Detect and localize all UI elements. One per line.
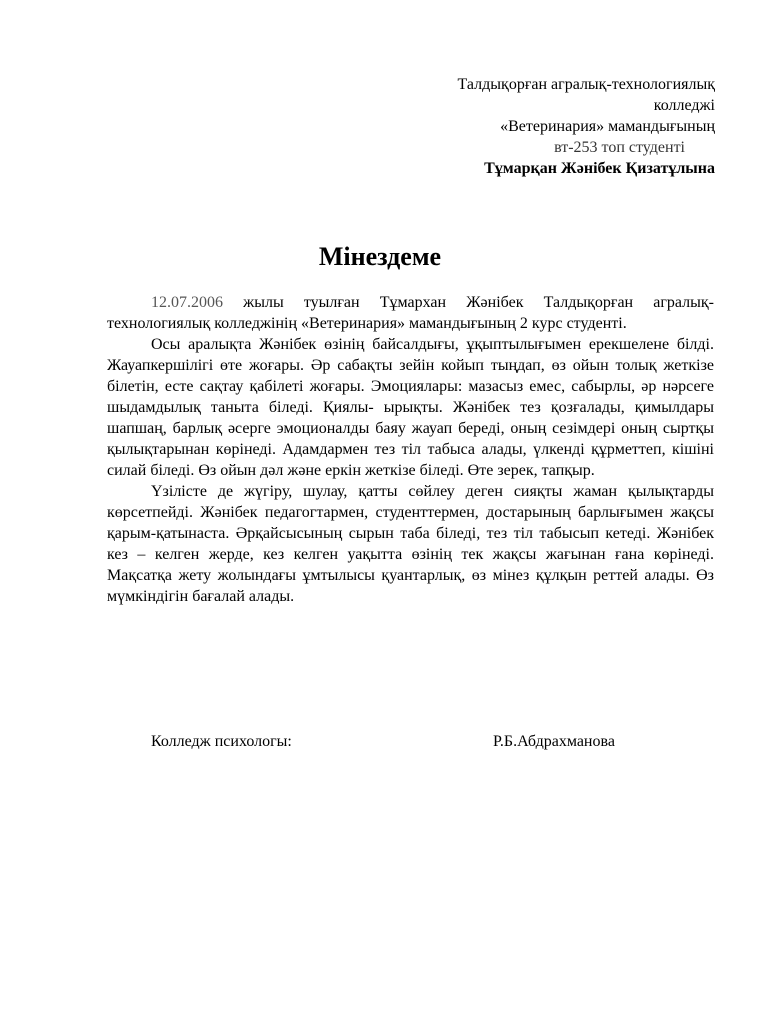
header-college-line1: Талдықорған агралық-технологиялық bbox=[457, 76, 715, 93]
signer-name: Р.Б.Абдрахманова bbox=[493, 733, 615, 750]
header-college-line2: колледжі bbox=[653, 97, 715, 114]
body-paragraph-1-text: жылы туылған Тұмархан Жәнібек Талдықорған агралық-технологиялық колледжінің «Ветеринария» мамандығының 2 курс студенті. bbox=[107, 294, 714, 332]
document-title: Мінездеме bbox=[318, 242, 442, 271]
body-paragraph-1 bbox=[107, 292, 714, 334]
body-paragraph-2: Осы аралықта Жәнібек өзінің байсалдығы, ұқыптылығымен ерекшелене білді. Жауапкершілігі өте жоғары. Әр сабақты зейін койып тыңдап, өз ойын толық жеткізе білетін, есте сақтау қабілеті жоғары. Эмоциялары: мазасыз емес, сабырлы, әр нәрсеге шыдамдылық таныта біледі. Қиялы- ырықты. Жәнібек тез қозғалады, қимылдары шапшаң, барлық әсерге эмоционалды баяу жауап береді, оның сезімдері оның сыртқы қылықтарынан көрінеді. Адамдармен тез тіл табыса алады, үлкенді құрметтеп, кішіні силай біледі. Өз ойын дәл және еркін жеткізе біледі. Өте зерек, тапқыр. bbox=[107, 336, 714, 479]
document-body bbox=[107, 292, 714, 607]
recipient-header bbox=[255, 74, 715, 179]
header-student-name: Тұмарқан Жәнібек Қизатұлына bbox=[484, 160, 715, 177]
signer-role: Колледж психологы: bbox=[151, 733, 292, 750]
header-group: вт-253 топ студенті bbox=[554, 139, 685, 156]
birth-date: 12.07.2006 bbox=[151, 294, 223, 311]
body-paragraph-3: Үзілісте де жүгіру, шулау, қатты сөйлеу деген сияқты жаман қылықтарды көрсетпейді. Жәнібек педагогтармен, студенттермен, достарының барлығымен жақсы қарым-қатынаста. Әрқайсысының сырын таба біледі, тез тіл табысып кетеді. Жәнібек кез – келген жерде, кез келген уақытта өзінің тек жақсы жағынан ғана көрінеді. Мақсатқа жету жолындағы ұмтылысы қуантарлық, өз мінез құлқын реттей алады. Өз мүмкіндігін бағалай алады. bbox=[107, 483, 714, 605]
header-specialty: «Ветеринария» мамандығының bbox=[500, 118, 715, 135]
